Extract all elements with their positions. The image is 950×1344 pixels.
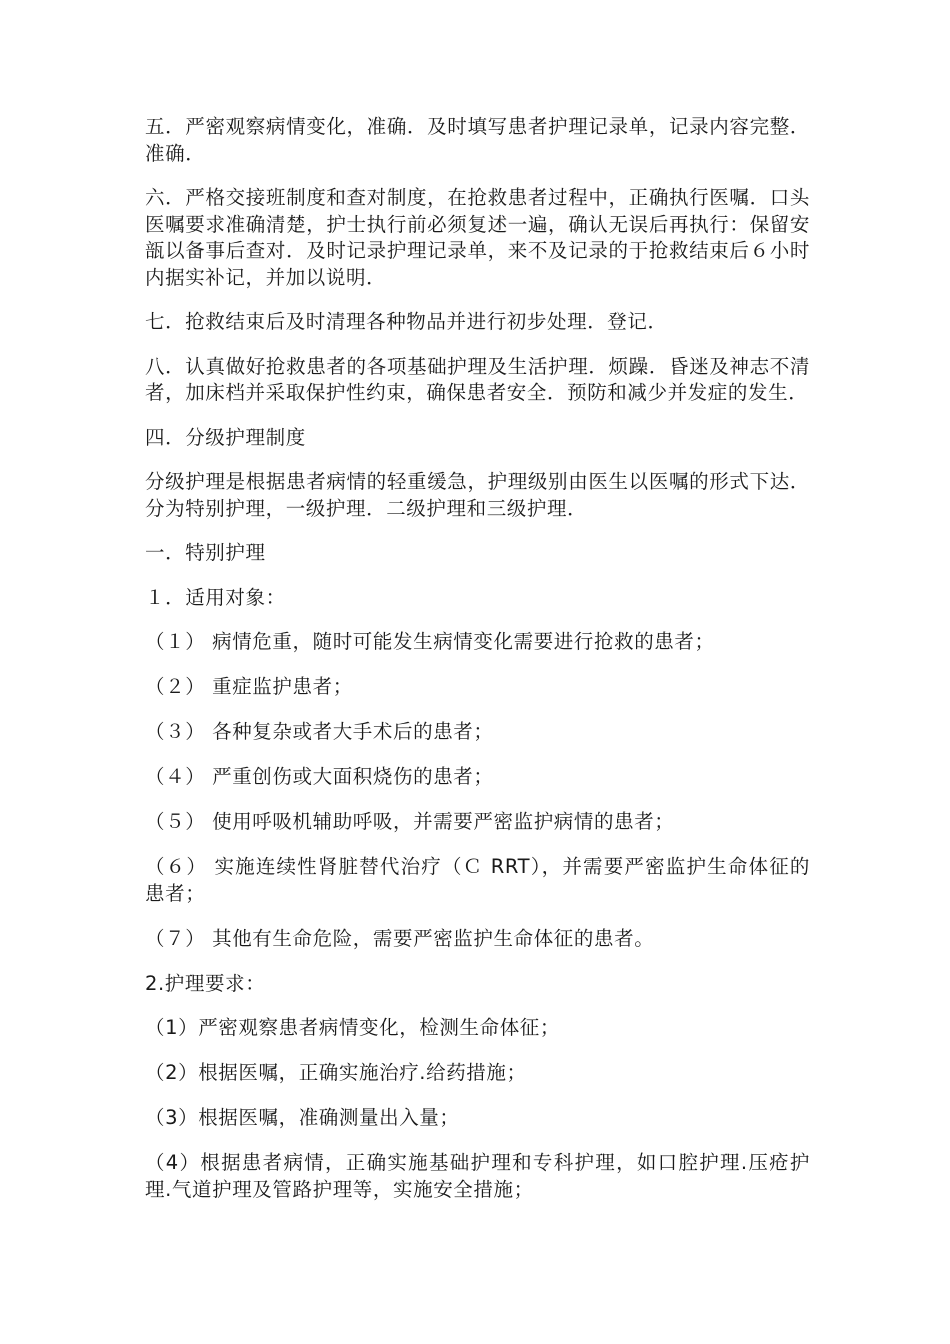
list-item-requirement-4: （4）根据患者病情，正确实施基础护理和专科护理，如口腔护理.压疮护理.气道护理及管路护理等，实施安全措施；	[145, 1151, 810, 1201]
list-item-object-2: （２） 重症监护患者；	[145, 675, 353, 698]
paragraph-section-8: 八．认真做好抢救患者的各项基础护理及生活护理．烦躁．昏迷及神志不清者，加床档并采取保护性约束，确保患者安全．预防和减少并发症的发生．	[145, 354, 810, 404]
heading-special-care: 一．特别护理	[145, 541, 266, 564]
list-item-requirement-3: （3）根据医嘱，准确测量出入量；	[145, 1106, 460, 1129]
heading-applicable-objects: １．适用对象：	[145, 585, 286, 609]
document-page	[145, 114, 810, 1222]
list-item-requirement-1: （1）严密观察患者病情变化，检测生命体征；	[145, 1016, 561, 1039]
paragraph-grading-intro: 分级护理是根据患者病情的轻重缓急，护理级别由医生以医嘱的形式下达．分为特别护理，一级护理．二级护理和三级护理．	[145, 470, 810, 520]
list-item-object-3: （３） 各种复杂或者大手术后的患者；	[145, 720, 494, 743]
list-item-object-6: （６） 实施连续性肾脏替代治疗（Ｃ RRT），并需要严密监护生命体征的患者；	[145, 855, 810, 905]
list-item-object-5: （５） 使用呼吸机辅助呼吸，并需要严密监护病情的患者；	[145, 810, 675, 833]
paragraph-section-6: 六．严格交接班制度和查对制度，在抢救患者过程中，正确执行医嘱．口头医嘱要求准确清楚，护士执行前必须复述一遍，确认无误后再执行：保留安瓿以备事后查对．及时记录护理记录单，来不及记录的于抢救结束后６小时内据实补记，并加以说明．	[145, 186, 810, 289]
list-item-object-1: （１） 病情危重，随时可能发生病情变化需要进行抢救的患者；	[145, 630, 715, 653]
paragraph-section-5: 五．严密观察病情变化，准确．及时填写患者护理记录单，记录内容完整．准确．	[145, 115, 810, 165]
paragraph-section-7: 七．抢救结束后及时清理各种物品并进行初步处理．登记．	[145, 310, 668, 333]
list-item-object-4: （４） 严重创伤或大面积烧伤的患者；	[145, 765, 494, 788]
heading-care-requirements: 2.护理要求：	[145, 971, 266, 995]
heading-grading-system: 四．分级护理制度	[145, 425, 306, 449]
list-item-requirement-2: （2）根据医嘱，正确实施治疗.给药措施；	[145, 1061, 527, 1084]
list-item-object-7: （７） 其他有生命危险，需要严密监护生命体征的患者。	[145, 926, 655, 950]
